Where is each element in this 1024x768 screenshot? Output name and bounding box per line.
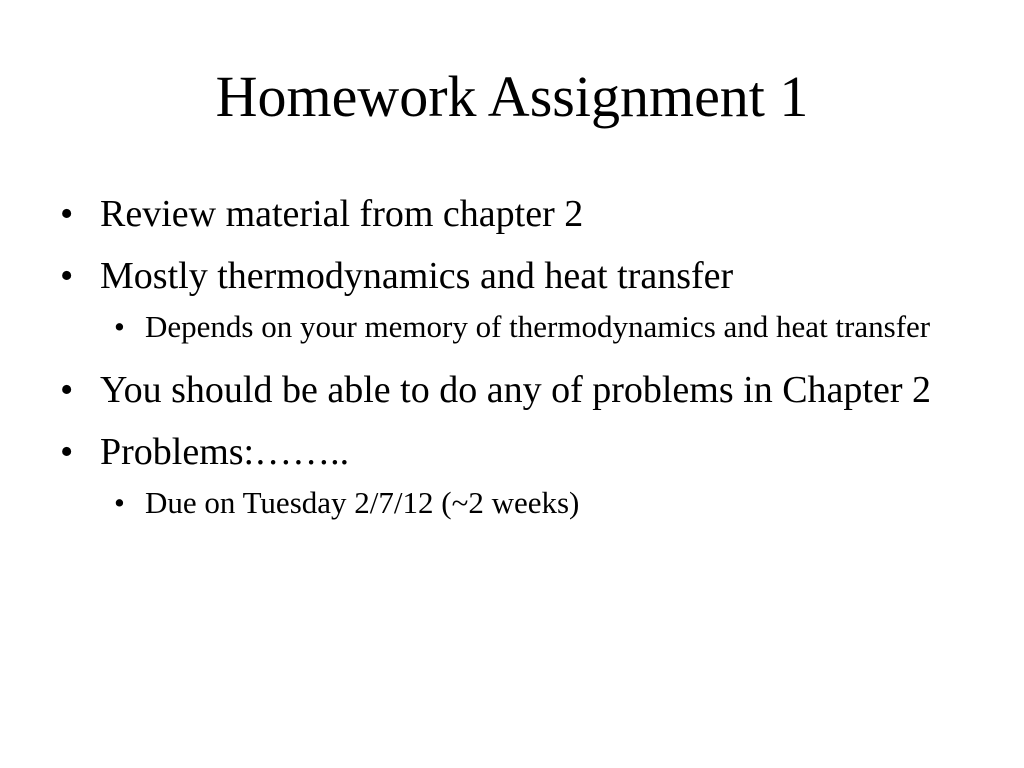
- sub-bullet-item: [60, 306, 960, 348]
- sub-bullet-text: Due on Tuesday 2/7/12 (~2 weeks): [145, 485, 580, 520]
- bullet-item: [60, 428, 960, 476]
- sub-bullet-icon: •: [114, 485, 125, 520]
- bullet-item: [60, 366, 960, 414]
- bullet-text: Problems:……..: [100, 431, 350, 473]
- sub-bullet-icon: •: [114, 309, 125, 344]
- bullet-item: [60, 190, 960, 238]
- bullet-icon: •: [60, 255, 74, 297]
- bullet-list: [60, 190, 960, 542]
- sub-bullet-item: [60, 482, 960, 524]
- bullet-icon: •: [60, 431, 74, 473]
- slide-title: Homework Assignment 1: [215, 64, 809, 129]
- bullet-text: Mostly thermodynamics and heat transfer: [100, 255, 734, 297]
- bullet-icon: •: [60, 369, 74, 411]
- bullet-text: You should be able to do any of problems in Chapter 2: [100, 369, 931, 411]
- bullet-text: Review material from chapter 2: [100, 193, 584, 235]
- bullet-item: [60, 252, 960, 300]
- bullet-icon: •: [60, 193, 74, 235]
- sub-bullet-text: Depends on your memory of thermodynamics and heat transfer: [145, 309, 931, 344]
